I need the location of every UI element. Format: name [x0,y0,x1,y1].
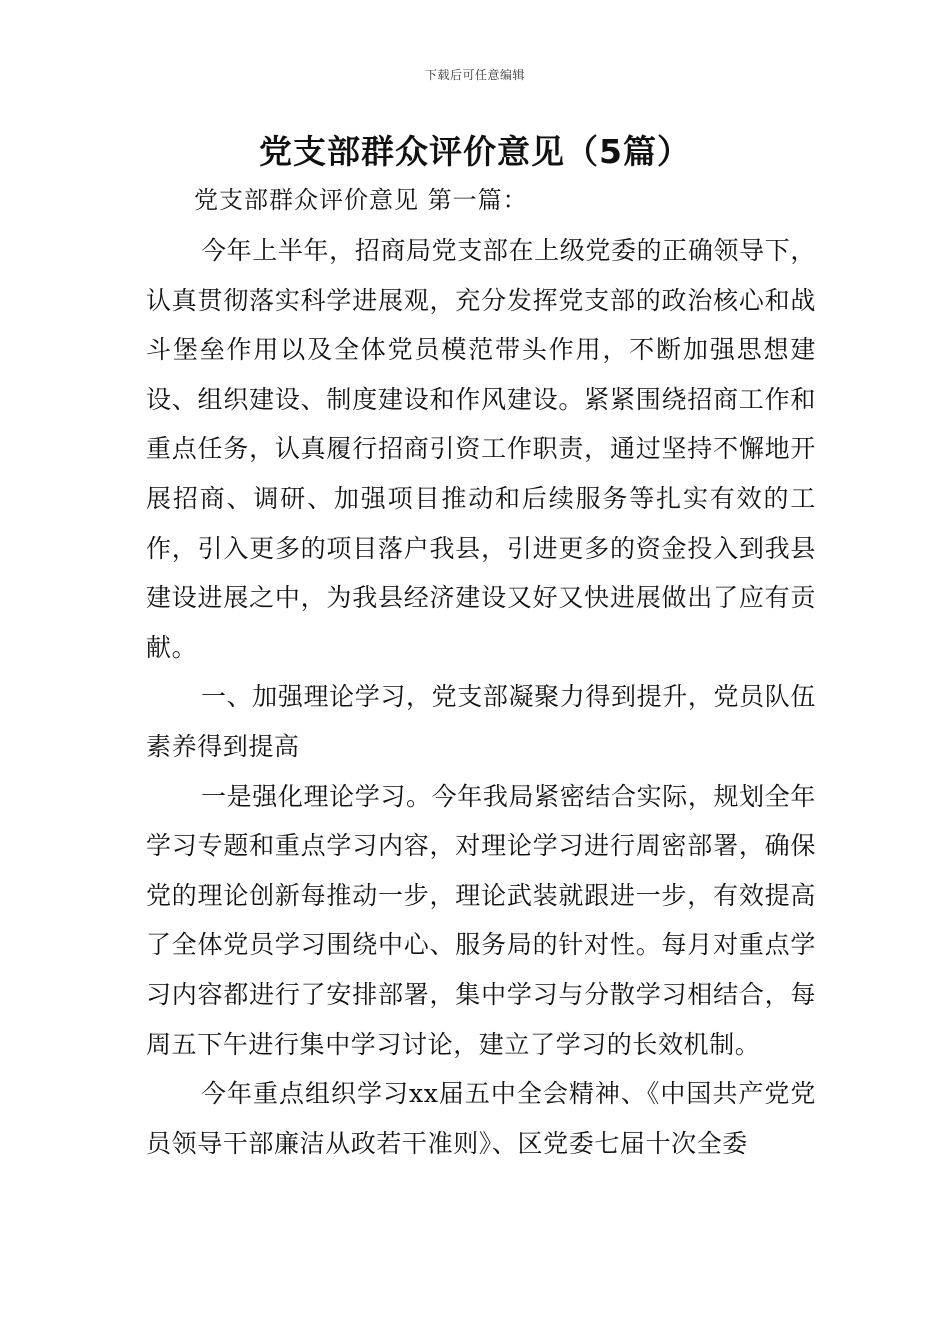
document-title: 党支部群众评价意见（5篇） [259,132,691,171]
paragraph: 今年重点组织学习xx届五中全会精神、《中国共产党党员领导干部廉洁从政若干准则》、区党委七届十次全委 [146,1079,816,1158]
section-heading: 党支部群众评价意见 第一篇： [194,186,528,214]
paragraph: 一是强化理论学习。今年我局紧密结合实际，规划全年学习专题和重点学习内容，对理论学习进行周密部署，确保党的理论创新每推动一步，理论武装就跟进一步，有效提高了全体党员学习围绕中心、服务局的针对性。每月对重点学习内容都进行了安排部署，集中学习与分散学习相结合，每周五下午进行集中学习讨论，建立了学习的长效机制。 [146,781,816,1059]
body-text [146,226,816,1168]
paragraph: 今年上半年，招商局党支部在上级党委的正确领导下，认真贯彻落实科学进展观，充分发挥党支部的政治核心和战斗堡垒作用以及全体党员模范带头作用，不断加强思想建设、组织建设、制度建设和作风建设。紧紧围绕招商工作和重点任务，认真履行招商引资工作职责，通过坚持不懈地开展招商、调研、加强项目推动和后续服务等扎实有效的工作，引入更多的项目落户我县，引进更多的资金投入到我县建设进展之中，为我县经济建设又好又快进展做出了应有贡献。 [146,236,816,662]
paragraph: 一、加强理论学习，党支部凝聚力得到提升，党员队伍素养得到提高 [146,682,816,761]
header-note: 下载后可任意编辑 [424,68,525,82]
